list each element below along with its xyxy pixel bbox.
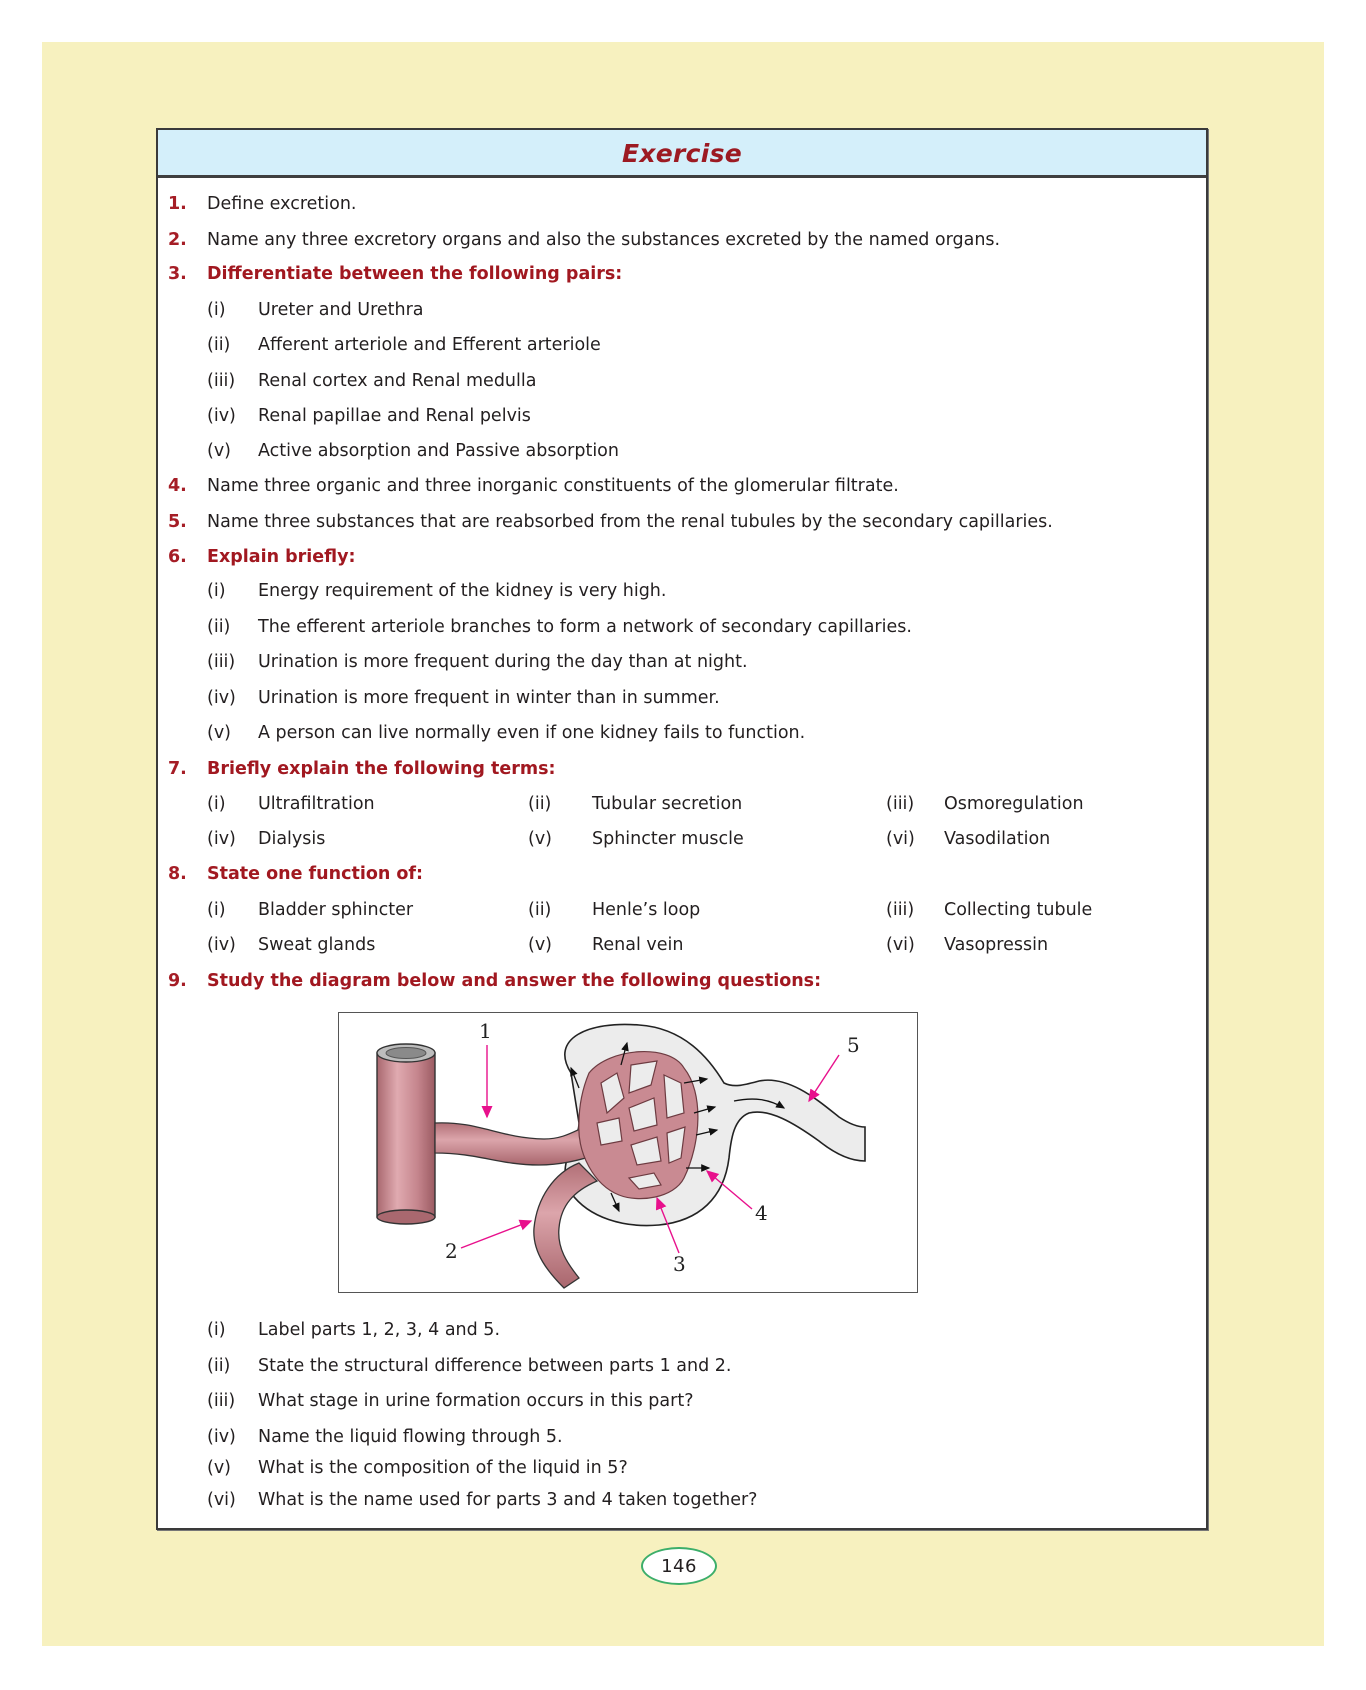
sub-item-text: Urination is more frequent during the day than at night.	[258, 652, 748, 672]
question-number: 2.	[168, 230, 187, 250]
function-text: Bladder sphincter	[258, 900, 414, 920]
function-text: Sweat glands	[258, 935, 376, 955]
sub-item-label: (vi)	[207, 1490, 236, 1510]
diagram-label-3: 3	[673, 1252, 686, 1276]
question-number: 1.	[168, 194, 187, 214]
sub-item-label: (iii)	[207, 371, 236, 391]
page-number-badge	[641, 1547, 717, 1585]
function-label: (v)	[528, 935, 553, 955]
term-label: (iii)	[886, 794, 915, 814]
question-text: Name three substances that are reabsorbed from the renal tubules by the secondary capillaries.	[207, 512, 1053, 532]
sub-item-text: Energy requirement of the kidney is very high.	[258, 581, 667, 601]
question-text: Name any three excretory organs and also the substances excreted by the named organs.	[207, 230, 1001, 250]
function-label: (iv)	[207, 935, 236, 955]
term-label: (v)	[528, 829, 553, 849]
function-text: Collecting tubule	[944, 900, 1093, 920]
sub-item-text: Active absorption and Passive absorption	[258, 441, 619, 461]
question-number: 9.	[168, 971, 187, 991]
exercise-title: Exercise	[621, 139, 743, 168]
sub-item-label: (i)	[207, 581, 226, 601]
function-label: (ii)	[528, 900, 552, 920]
sub-item-label: (iii)	[207, 652, 236, 672]
exercise-box	[156, 128, 1208, 1530]
question-number: 4.	[168, 476, 187, 496]
function-label: (i)	[207, 900, 226, 920]
question-heading: Explain briefly:	[207, 547, 356, 567]
sub-item-label: (v)	[207, 1458, 232, 1478]
sub-item-label: (i)	[207, 1320, 226, 1340]
diagram-label-5: 5	[847, 1033, 860, 1057]
question-number: 6.	[168, 547, 187, 567]
question-heading: State one function of:	[207, 864, 424, 884]
functions-row	[158, 895, 1206, 925]
diagram-label-2: 2	[445, 1239, 458, 1263]
sub-item-label: (ii)	[207, 1356, 231, 1376]
term-text: Tubular secretion	[592, 794, 743, 814]
sub-item-text: Renal cortex and Renal medulla	[258, 371, 537, 391]
afferent-arteriole	[435, 1123, 601, 1165]
question-number: 8.	[168, 864, 187, 884]
efferent-arteriole	[534, 1163, 597, 1288]
sub-item-label: (i)	[207, 300, 226, 320]
question-heading: Briefly explain the following terms:	[207, 759, 556, 779]
term-text: Sphincter muscle	[592, 829, 744, 849]
glomerulus	[579, 1052, 698, 1199]
question-number: 5.	[168, 512, 187, 532]
question-heading: Differentiate between the following pairs:	[207, 264, 623, 284]
sub-item-text: A person can live normally even if one kidney fails to function.	[258, 723, 806, 743]
terms-row	[158, 789, 1206, 819]
sub-item-text: Renal papillae and Renal pelvis	[258, 406, 531, 426]
terms-row	[158, 824, 1206, 854]
function-text: Renal vein	[592, 935, 684, 955]
nephron-illustration	[339, 1013, 916, 1291]
diagram-label-1: 1	[479, 1019, 492, 1043]
sub-item-text: The efferent arteriole branches to form a network of secondary capillaries.	[258, 617, 912, 637]
sub-item-label: (iv)	[207, 688, 236, 708]
function-text: Henle’s loop	[592, 900, 701, 920]
sub-item-text: Label parts 1, 2, 3, 4 and 5.	[258, 1320, 501, 1340]
sub-item-text: What stage in urine formation occurs in this part?	[258, 1391, 694, 1411]
sub-item-label: (v)	[207, 441, 232, 461]
glomerulus-diagram	[338, 1012, 918, 1293]
question-number: 3.	[168, 264, 187, 284]
term-text: Vasodilation	[944, 829, 1051, 849]
function-label: (vi)	[886, 935, 915, 955]
question-heading: Study the diagram below and answer the following questions:	[207, 971, 822, 991]
question-number: 7.	[168, 759, 187, 779]
term-text: Osmoregulation	[944, 794, 1084, 814]
sub-item-text: Urination is more frequent in winter than in summer.	[258, 688, 720, 708]
sub-item-label: (iv)	[207, 1427, 236, 1447]
term-label: (vi)	[886, 829, 915, 849]
sub-item-label: (v)	[207, 723, 232, 743]
term-text: Dialysis	[258, 829, 326, 849]
function-label: (iii)	[886, 900, 915, 920]
function-text: Vasopressin	[944, 935, 1049, 955]
page-number: 146	[661, 1555, 697, 1577]
sub-item-text: What is the composition of the liquid in 5?	[258, 1458, 628, 1478]
exercise-header	[158, 130, 1206, 178]
sub-item-text: What is the name used for parts 3 and 4 taken together?	[258, 1490, 758, 1510]
sub-item-label: (ii)	[207, 335, 231, 355]
question-text: Define excretion.	[207, 194, 357, 214]
term-label: (ii)	[528, 794, 552, 814]
sub-item-label: (iii)	[207, 1391, 236, 1411]
sub-item-text: Afferent arteriole and Efferent arteriole	[258, 335, 601, 355]
sub-item-text: Name the liquid flowing through 5.	[258, 1427, 563, 1447]
sub-item-label: (iv)	[207, 406, 236, 426]
diagram-label-4: 4	[755, 1201, 768, 1225]
sub-item-text: Ureter and Urethra	[258, 300, 424, 320]
functions-row	[158, 930, 1206, 960]
term-label: (iv)	[207, 829, 236, 849]
term-label: (i)	[207, 794, 226, 814]
sub-item-text: State the structural difference between parts 1 and 2.	[258, 1356, 732, 1376]
question-text: Name three organic and three inorganic constituents of the glomerular filtrate.	[207, 476, 899, 496]
sub-item-label: (ii)	[207, 617, 231, 637]
term-text: Ultrafiltration	[258, 794, 375, 814]
